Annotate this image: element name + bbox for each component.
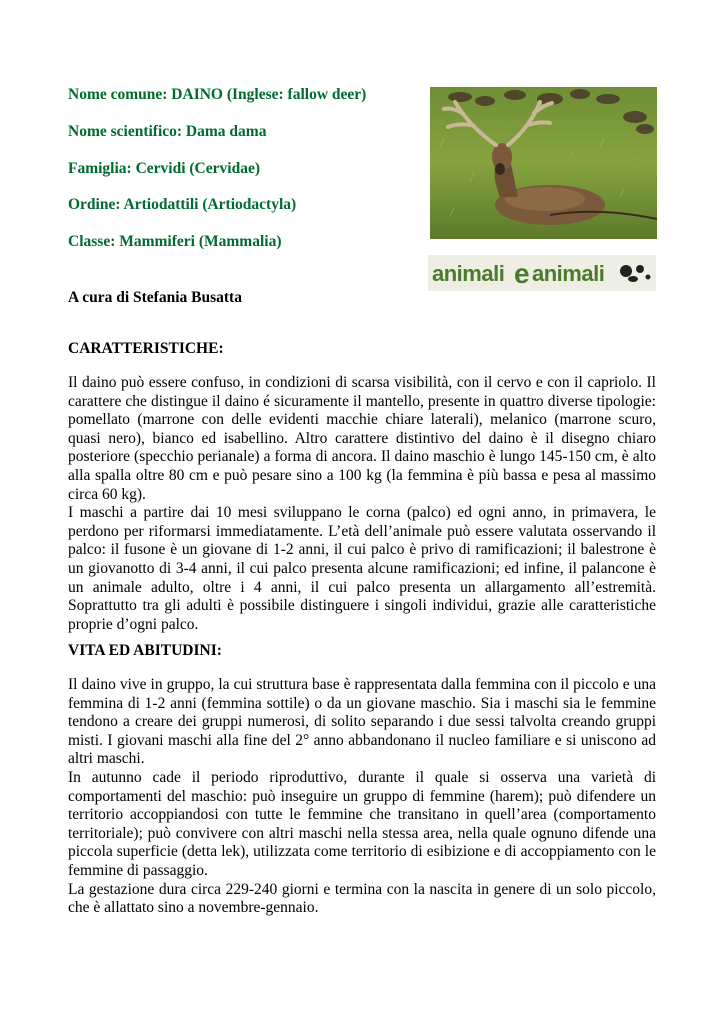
paragraph: In autunno cade il periodo riproduttivo, durante il quale si osserva una varietà di comportamenti del maschio: può inseguire un gruppo di femmine (harem); può difendere un territorio accoppiandosi con tutte le femmine che transitano in quell’area (comportamento territoriale); può convivere con altri maschi nella stessa area, nella quale ognuno difende una piccola superficie (detta lek), utilizzata come territorio di esibizione e di accoppiamento con le femmine di passaggio. xyxy=(68,768,656,879)
paragraph: Il daino vive in gruppo, la cui struttura base è rappresentata dalla femmina con il piccolo e una femmina di 1-2 anni (femmina sottile) o da un giovane maschio. Sia i maschi sia le femmine tendono a creare dei gruppi numerosi, di solito separando i due sessi talvolta creando gruppi misti. I giovani maschi alla fine del 2° anno abbandonano il nucleo familiare e si uniscono ad altri maschi. xyxy=(68,676,656,768)
fallow-deer-photo xyxy=(430,87,657,239)
svg-text:animali: animali xyxy=(532,261,605,286)
section-title-life-habits: VITA ED ABITUDINI: xyxy=(68,642,222,659)
family-name: Famiglia: Cervidi (Cervidae) xyxy=(68,160,260,177)
animali-e-animali-logo xyxy=(428,255,656,291)
order-name: Ordine: Artiodattili (Artiodactyla) xyxy=(68,196,297,213)
paragraph: La gestazione dura circa 229-240 giorni e termina con la nascita in genere di un solo piccolo, che è allattato sino a novembre-gennaio. xyxy=(68,880,656,917)
author-credit: A cura di Stefania Busatta xyxy=(68,289,242,306)
paragraph: Il daino può essere confuso, in condizioni di scarsa visibilità, con il cervo e con il capriolo. Il carattere che distingue il daino é sicuramente il mantello, presente in quattro diverse tipologie: pomellato (marrone con delle evidenti macchie chiare laterali), melanico (marrone scuro, quasi nero), bianco ed isabellino. Altro carattere distintivo del daino è il disegno chiaro posteriore (specchio perianale) a forma di ancora. Il daino maschio è lungo 145-150 cm, è alto alla spalla oltre 80 cm e può pesare sino a 100 kg (la femmina è più bassa e pesa al massimo circa 60 kg). xyxy=(68,374,656,503)
class-name: Classe: Mammiferi (Mammalia) xyxy=(68,233,282,250)
section-title-characteristics: CARATTERISTICHE: xyxy=(68,340,224,357)
common-name: Nome comune: DAINO (Inglese: fallow deer) xyxy=(68,86,367,103)
characteristics-text xyxy=(68,374,656,634)
life-habits-text xyxy=(68,676,656,918)
svg-text:animali: animali xyxy=(432,261,505,286)
svg-text:e: e xyxy=(514,258,530,289)
paragraph: I maschi a partire dai 10 mesi sviluppano le corna (palco) ed ogni anno, in primavera, le perdono per riformarsi immediatamente. L’età dell’animale può essere valutata osservando il palco: il fusone è un giovane di 1-2 anni, il cui palco è privo di ramificazioni; il balestrone è un giovanotto di 3-4 anni, il cui palco presenta alcune ramificazioni; ed infine, il palancone è un animale adulto, oltre i 4 anni, il cui palco presenta un allargamento all’estremità. Soprattutto tra gli adulti è possibile distinguere i singoli individui, grazie alle caratteristiche proprie d’ogni palco. xyxy=(68,504,656,633)
scientific-name: Nome scientifico: Dama dama xyxy=(68,123,267,140)
